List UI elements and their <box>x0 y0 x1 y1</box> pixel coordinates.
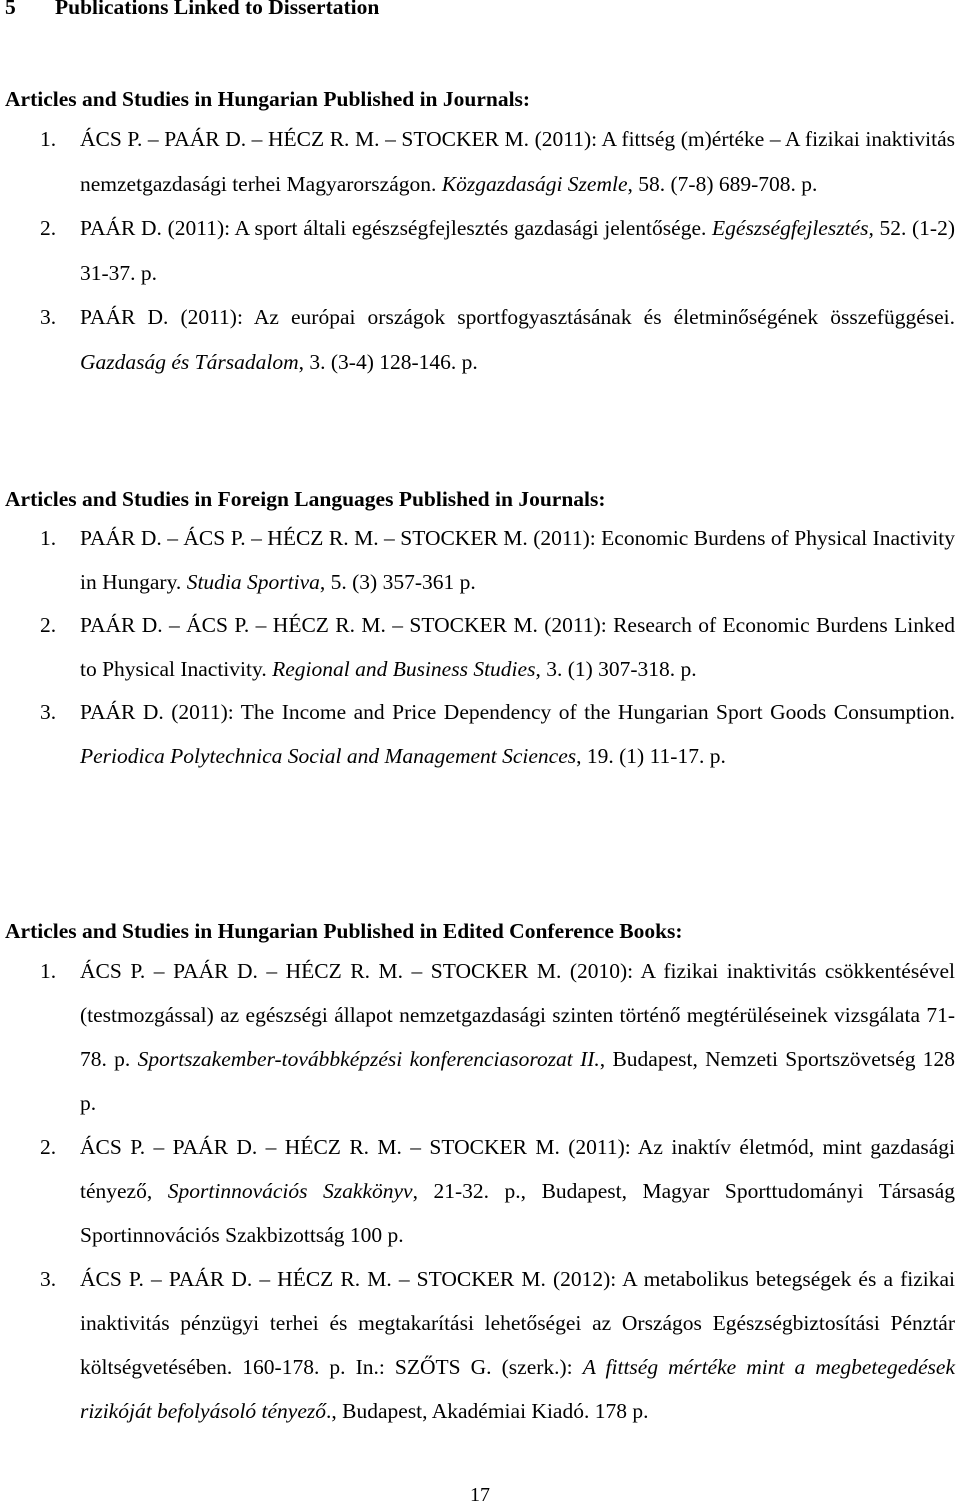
reference-segment: , 5. (3) 357-361 p. <box>319 569 476 594</box>
reference-number: 1. <box>40 526 57 550</box>
reference-item <box>5 295 955 384</box>
publication-title: Sportszakember-továbbképzési konferenciasorozat II. <box>137 1047 600 1071</box>
publication-title: Gazdaság és Társadalom <box>80 349 299 374</box>
reference-segment: PAÁR D. (2011): Az európai országok sportfogyasztásának és életminőségének összefüggései. <box>80 305 955 329</box>
reference-segment: ÁCS P. – PAÁR D. – HÉCZ R. M. – STOCKER M. (2011): Az inaktív életmód, mint gazdasági tényező, <box>80 1135 955 1203</box>
reference-number: 2. <box>40 613 57 637</box>
publication-title: Közgazdasági Szemle <box>441 171 628 196</box>
reference-segment: ÁCS P. – PAÁR D. – HÉCZ R. M. – STOCKER M. (2011): A fittség (m)értéke – A fizikai inaktivitás nemzetgazdasági terhei Magyarországon. <box>80 127 955 196</box>
reference-segment: PAÁR D. – ÁCS P. – HÉCZ R. M. – STOCKER M. (2011): Economic Burdens of Physical Inactivity in Hungary. <box>80 526 955 594</box>
publication-title: Periodica Polytechnica Social and Management Sciences <box>80 743 577 768</box>
publication-title: Studia Sportiva <box>186 569 320 594</box>
reference-number: 3. <box>40 1267 57 1291</box>
reference-list <box>5 517 955 778</box>
reference-item <box>5 691 955 778</box>
reference-number: 2. <box>40 1135 57 1159</box>
reference-segment: , Budapest, Nemzeti Sportszövetség 128 p. <box>80 1047 955 1115</box>
reference-segment: , 21-32. p., Budapest, Magyar Sporttudományi Társaság Sportinnovációs Szakbizottság 100 p. <box>80 1179 955 1247</box>
reference-segment: PAÁR D. (2011): The Income and Price Dependency of the Hungarian Sport Goods Consumption. <box>80 700 955 724</box>
reference-text <box>80 517 955 604</box>
section-heading: Articles and Studies in Hungarian Published in Journals: <box>5 87 531 111</box>
reference-item <box>5 949 955 1125</box>
reference-segment: , 3. (1) 307-318. p. <box>535 656 697 681</box>
reference-number: 3. <box>40 700 57 724</box>
publication-title: A fittség mértéke mint a megbetegedések rizikóját befolyásoló tényező <box>80 1355 955 1423</box>
chapter-heading <box>5 0 379 20</box>
reference-segment: , 3. (3-4) 128-146. p. <box>298 349 478 374</box>
reference-text <box>80 604 955 691</box>
reference-item <box>5 206 955 295</box>
reference-number: 1. <box>40 127 57 151</box>
reference-segment: PAÁR D. (2011): A sport általi egészségfejlesztés gazdasági jelentősége. <box>80 216 713 240</box>
reference-segment: , 19. (1) 11-17. p. <box>576 743 726 768</box>
reference-text <box>80 691 955 778</box>
reference-text <box>80 1125 955 1257</box>
publication-title: Egészségfejlesztés, <box>712 216 874 240</box>
reference-text <box>80 295 955 384</box>
reference-text <box>80 1257 955 1433</box>
reference-number: 3. <box>40 305 57 329</box>
reference-segment: ÁCS P. – PAÁR D. – HÉCZ R. M. – STOCKER M. (2010): A fizikai inaktivitás csökkentésével (testmozgással) az egészségi állapot nemzetgazdasági szinten történő megtérüléseinek vizsgálata 71-78. p. <box>80 959 955 1071</box>
reference-text <box>80 117 955 206</box>
reference-segment: , 58. (7-8) 689-708. p. <box>627 171 818 196</box>
reference-text <box>80 949 955 1125</box>
section-conference-books <box>5 918 955 1433</box>
reference-number: 1. <box>40 959 57 983</box>
reference-segment: PAÁR D. – ÁCS P. – HÉCZ R. M. – STOCKER M. (2011): Research of Economic Burdens Linked to Physical Inactivity. <box>80 613 955 681</box>
section-hungarian-journals <box>5 86 955 384</box>
reference-item <box>5 604 955 691</box>
page-number: 17 <box>470 1484 490 1506</box>
reference-number: 2. <box>40 216 57 240</box>
reference-list <box>5 949 955 1433</box>
section-heading: Articles and Studies in Hungarian Published in Edited Conference Books: <box>5 919 683 943</box>
section-foreign-journals <box>5 486 955 778</box>
chapter-number: 5 <box>5 0 16 19</box>
section-heading: Articles and Studies in Foreign Languages Published in Journals: <box>5 487 606 511</box>
chapter-title: Publications Linked to Dissertation <box>55 0 380 19</box>
reference-item <box>5 1125 955 1257</box>
reference-segment: 52. (1-2) 31-37. p. <box>80 216 956 285</box>
reference-segment: ., Budapest, Akadémiai Kiadó. 178 p. <box>326 1399 649 1423</box>
reference-item <box>5 117 955 206</box>
publication-title: Regional and Business Studies <box>272 656 536 681</box>
reference-item <box>5 517 955 604</box>
publication-title: Sportinnovációs Szakkönyv <box>167 1179 413 1203</box>
reference-item <box>5 1257 955 1433</box>
reference-list <box>5 117 955 384</box>
reference-text <box>80 206 955 295</box>
reference-segment: ÁCS P. – PAÁR D. – HÉCZ R. M. – STOCKER M. (2012): A metabolikus betegségek és a fizikai inaktivitás pénzügyi terhei és megtakarítási lehetőségei az Országos Egészségbiztosítási Pénztár költségvetésében. 160-178. p. In.: SZŐTS G. (szerk.): <box>80 1267 955 1379</box>
